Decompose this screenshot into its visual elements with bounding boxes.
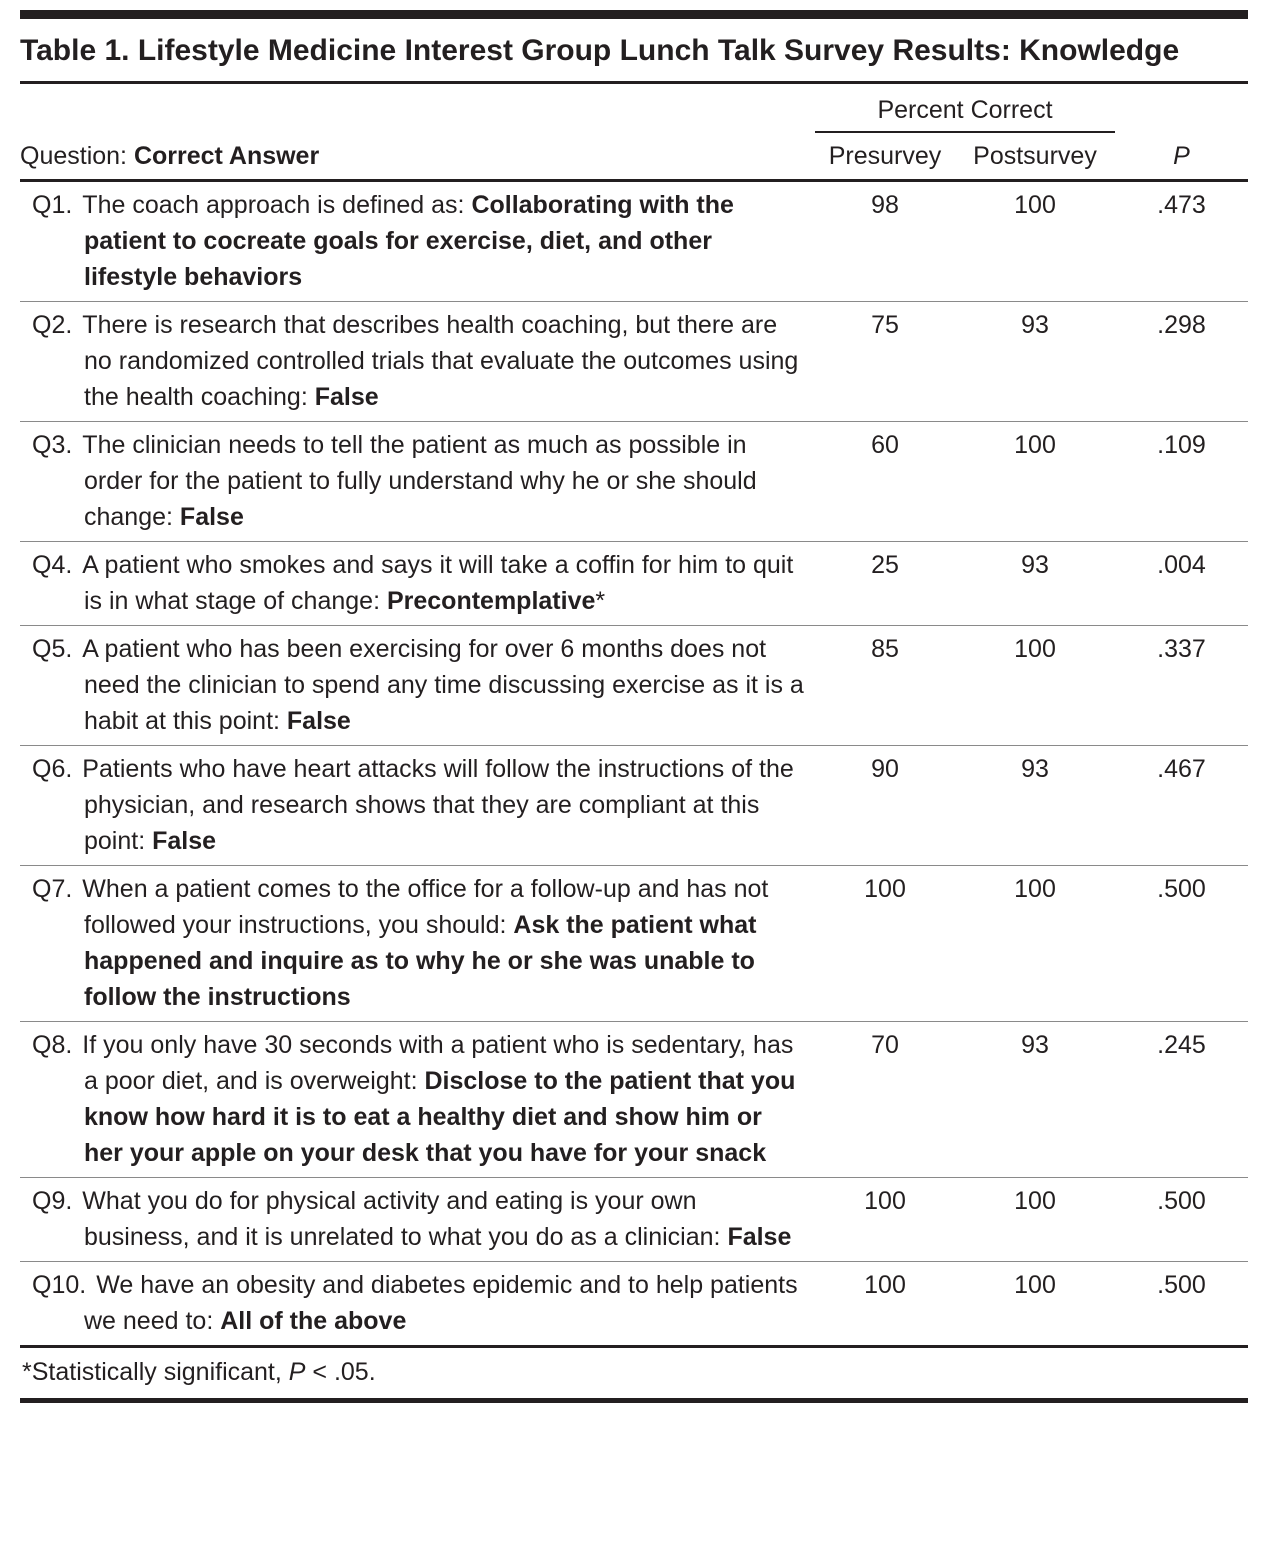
- question-number: Q3.: [32, 431, 73, 459]
- footnote-text: *Statistically significant,: [22, 1358, 289, 1386]
- question-cell: [20, 1178, 815, 1262]
- col-header-presurvey: Presurvey: [815, 132, 955, 181]
- question-cell: [20, 626, 815, 746]
- question-cell: [20, 302, 815, 422]
- col-header-question-bold: Correct Answer: [133, 142, 320, 170]
- postsurvey-value: 100: [955, 866, 1115, 1022]
- question-number: Q4.: [32, 551, 73, 579]
- question-cell: [20, 422, 815, 542]
- question-text: The clinician needs to tell the patient as much as possible in order for the patient to fully understand why he or she should change:: [82, 431, 757, 531]
- table-row: [20, 1178, 1248, 1262]
- table-row: [20, 866, 1248, 1022]
- spanner-spacer-left: [20, 84, 815, 132]
- p-value: .245: [1115, 1022, 1248, 1178]
- column-header-row: [20, 132, 1248, 181]
- p-value: .500: [1115, 1178, 1248, 1262]
- question-text: We have an obesity and diabetes epidemic and to help patients we need to:: [84, 1271, 798, 1335]
- presurvey-value: 100: [815, 866, 955, 1022]
- p-value: .500: [1115, 866, 1248, 1022]
- postsurvey-value: 100: [955, 422, 1115, 542]
- postsurvey-value: 93: [955, 1022, 1115, 1178]
- col-header-question-plain: Question:: [20, 142, 134, 170]
- question-cell: [20, 1262, 815, 1346]
- question-text: A patient who smokes and says it will take a coffin for him to quit is in what stage of change:: [82, 551, 794, 615]
- p-value: .500: [1115, 1262, 1248, 1346]
- question-cell: [20, 1022, 815, 1178]
- table-row: [20, 1022, 1248, 1178]
- p-value: .473: [1157, 191, 1206, 219]
- question-text: What you do for physical activity and eating is your own business, and it is unrelated to what you do as a clinician:: [82, 1187, 728, 1251]
- table-row: [20, 542, 1248, 626]
- presurvey-value: 100: [815, 1178, 955, 1262]
- question-cell: [20, 746, 815, 866]
- table-row: [20, 302, 1248, 422]
- question-cell: [20, 866, 815, 1022]
- question-text: When a patient comes to the office for a follow-up and has not followed your instructions, you should:: [82, 875, 769, 939]
- footnote: [20, 1345, 1248, 1398]
- question-correct-answer: Ask the patient what happened and inquire as to why he or she was unable to follow the instructions: [84, 911, 757, 1011]
- question-text: If you only have 30 seconds with a patient who is sedentary, has a poor diet, and is overweight:: [82, 1031, 794, 1095]
- question-number: Q5.: [32, 635, 73, 663]
- p-value: .298: [1115, 302, 1248, 422]
- footnote-p-symbol: P: [288, 1358, 306, 1386]
- question-text: The coach approach is defined as:: [82, 191, 472, 219]
- question-correct-answer: Disclose to the patient that you know how hard it is to eat a healthy diet and show him or her your apple on your desk that you have for your snack: [84, 1067, 796, 1167]
- title-block: [20, 19, 1248, 84]
- postsurvey-value: 100: [955, 1178, 1115, 1262]
- question-text: There is research that describes health coaching, but there are no randomized controlled trials that evaluate the outcomes using the health coaching:: [82, 311, 799, 411]
- presurvey-value: 75: [815, 302, 955, 422]
- presurvey-value: 98: [871, 191, 899, 219]
- postsurvey-value: 100: [955, 626, 1115, 746]
- presurvey-value: 85: [815, 626, 955, 746]
- presurvey-value: 90: [815, 746, 955, 866]
- question-correct-answer: False: [286, 707, 351, 735]
- p-value: .004: [1115, 542, 1248, 626]
- p-value: .467: [1115, 746, 1248, 866]
- question-suffix: *: [595, 587, 606, 615]
- table-row: [20, 746, 1248, 866]
- table-row: [20, 181, 1248, 302]
- table-row: [20, 422, 1248, 542]
- question-correct-answer: False: [727, 1223, 792, 1251]
- question-number: Q6.: [32, 755, 73, 783]
- table-row: [20, 1262, 1248, 1346]
- question-cell: [20, 181, 815, 302]
- question-number: Q1.: [32, 191, 73, 219]
- question-correct-answer: Collaborating with the patient to cocreate goals for exercise, diet, and other lifestyle behaviors: [84, 191, 734, 291]
- table-row: [20, 626, 1248, 746]
- question-correct-answer: Precontemplative: [386, 587, 596, 615]
- question-cell: [20, 542, 815, 626]
- col-header-p: [1115, 132, 1248, 181]
- table-body: [20, 181, 1248, 1346]
- question-correct-answer: All of the above: [220, 1307, 407, 1335]
- presurvey-value: 60: [815, 422, 955, 542]
- postsurvey-value: 93: [955, 542, 1115, 626]
- bottom-rule: [20, 1398, 1248, 1403]
- col-header-p-label: P: [1173, 142, 1190, 170]
- spanner-spacer-right: [1115, 84, 1248, 132]
- question-number: Q7.: [32, 875, 73, 903]
- question-correct-answer: False: [314, 383, 379, 411]
- presurvey-value: 70: [815, 1022, 955, 1178]
- question-number: Q9.: [32, 1187, 73, 1215]
- p-value: .109: [1115, 422, 1248, 542]
- question-number: Q8.: [32, 1031, 73, 1059]
- postsurvey-value: 93: [955, 302, 1115, 422]
- p-value: .337: [1115, 626, 1248, 746]
- spanner-percent-correct: Percent Correct: [815, 84, 1115, 132]
- question-text: A patient who has been exercising for over 6 months does not need the clinician to spend any time discussing exercise as it is a habit at this point:: [82, 635, 804, 735]
- question-number: Q10.: [32, 1271, 87, 1299]
- postsurvey-value: 100: [1014, 191, 1056, 219]
- footnote-threshold: < .05.: [305, 1358, 376, 1386]
- table-title: Table 1. Lifestyle Medicine Interest Group Lunch Talk Survey Results: Knowledge: [20, 34, 1180, 67]
- presurvey-value: 100: [815, 1262, 955, 1346]
- question-correct-answer: False: [152, 827, 217, 855]
- question-text: Patients who have heart attacks will follow the instructions of the physician, and research shows that they are compliant at this point:: [82, 755, 794, 855]
- question-number: Q2.: [32, 311, 73, 339]
- spanner-row: [20, 84, 1248, 132]
- postsurvey-value: 100: [955, 1262, 1115, 1346]
- presurvey-value: 25: [815, 542, 955, 626]
- question-correct-answer: False: [179, 503, 244, 531]
- col-header-postsurvey: Postsurvey: [955, 132, 1115, 181]
- top-rule: [20, 10, 1248, 19]
- survey-results-table: [20, 84, 1248, 1345]
- col-header-question: [20, 132, 815, 181]
- postsurvey-value: 93: [955, 746, 1115, 866]
